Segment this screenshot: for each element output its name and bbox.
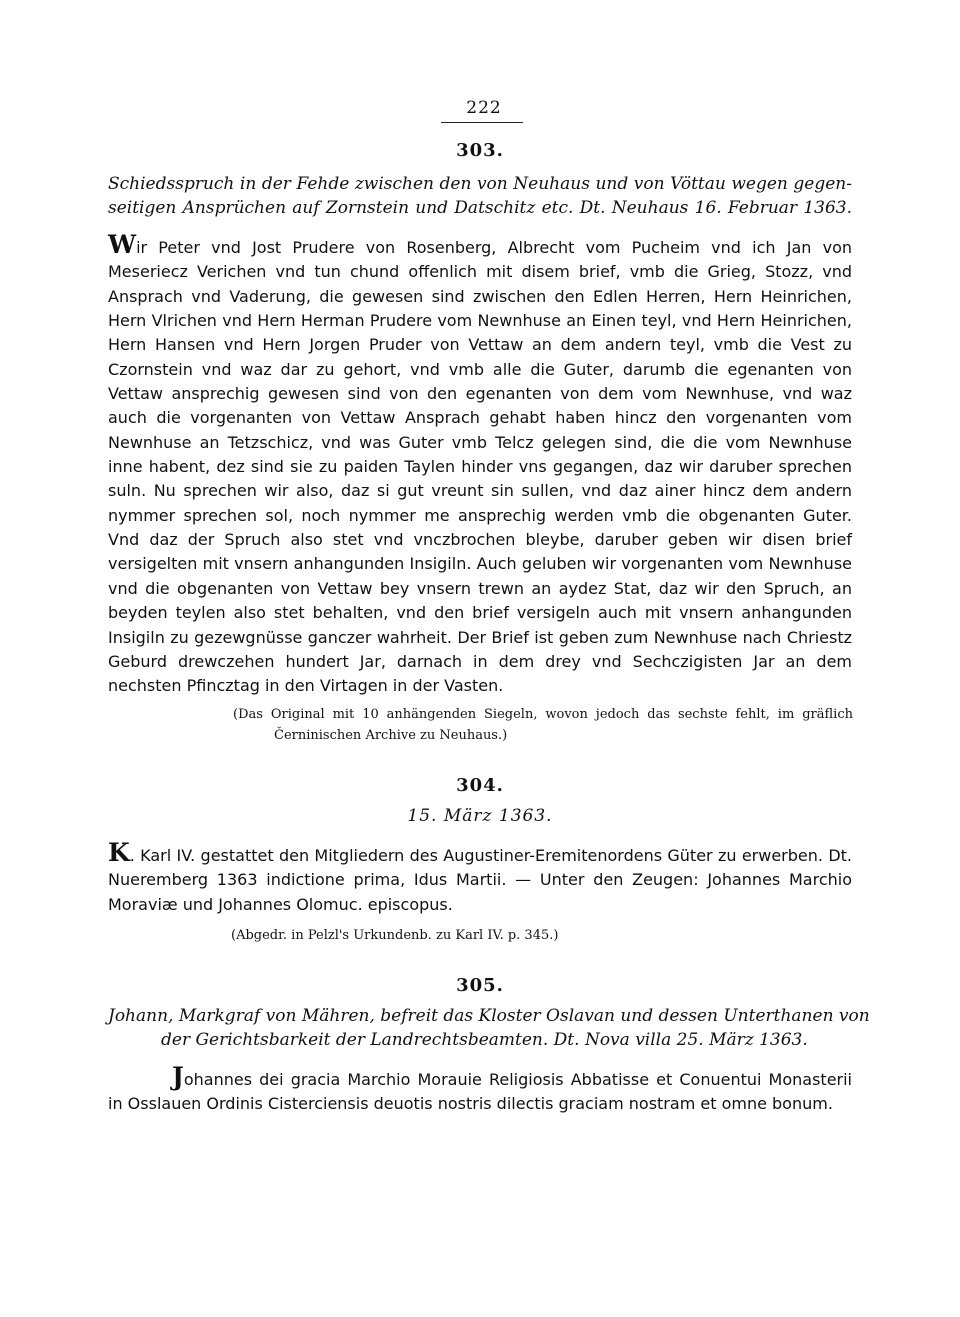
document-304-date: 15. März 1363.	[407, 806, 553, 826]
document-304-text: . Karl IV. gestattet den Mitgliedern des Augustiner-Eremitenordens Güter zu erwerben. Dt. Nueremberg 1363 indictione prima, Idus Martii. — Unter den Zeugen: Johannes Marchio Moraviæ und Johannes Olomuc. episcopus.	[108, 846, 852, 914]
document-305-number: 305.	[456, 975, 504, 996]
document-303-note	[233, 704, 853, 746]
document-304-number: 304.	[456, 775, 504, 796]
document-304-body	[108, 838, 852, 917]
document-303-text: ir Peter vnd Jost Prudere von Rosenberg, Albrecht vom Pucheim vnd ich Jan von Meseriecz Verichen vnd tun chund offenlich mit disem brief, vmb die Grieg, Stozz, vnd Ansprach vnd Vaderung, die gewesen sind zwischen den Edlen Herren, Hern Heinrichen, Hern Vlrichen vnd Hern Herman Prudere vom Newnhuse an Einen teyl, vnd Hern Heinrichen, Hern Hansen vnd Hern Jorgen Pruder von Vettaw an dem andern teyl, vmb die Vest zu Czornstein vnd waz dar zu gehort, vnd vmb alle die Guter, darumb die egenanten von Vettaw ansprechig gewesen sind von den egenanten von dem vom Newnhuse, vnd waz auch die vorgenanten von Vettaw Ansprach gehabt haben hincz den vorgenanten vom Newnhuse an Tetzschicz, vnd was Guter vmb Telcz gelegen sind, die die vom Newnhuse inne habent, dez sind sie zu paiden Taylen hinder vns gegangen, daz wir daruber sprechen suln. Nu sprechen wir also, daz si gut vreunt sin sullen, vnd daz ainer hincz dem andern nymmer sprechen sol, noch nymmer me ansprechig werden vmb die obgenanten Guter. Vnd daz der Spruch also stet vnd vnczbrochen bleybe, daruber geben wir disen brief versigelten mit vnsern anhangunden Insigiln. Auch geluben wir vorgenanten vom Newnhuse vnd die obgenanten von Vettaw bey vnsern trewn an aydez Stat, daz wir den Spruch, an beyden teylen also stet behalten, vnd den brief versigeln auch mit vnsern anhangunden Insigiln zu gezewgnüsse ganczer wahrheit. Der Brief ist geben zum Newnhuse nach Chriestz Geburd drewczehen hundert Jar, darnach in dem drey vnd Sechczigisten Jar an dem nechsten Pfincztag in den Virtagen in der Vasten.	[108, 238, 852, 696]
document-305-body	[108, 1062, 852, 1117]
document-303-number: 303.	[456, 140, 504, 161]
document-305-initial: J	[172, 1062, 184, 1091]
document-303-body	[108, 230, 852, 699]
document-303-note-line-1: (Das Original mit 10 anhängenden Siegeln, wovon jedoch das sechste fehlt, im gräflich	[233, 707, 853, 722]
document-303-heading	[108, 172, 852, 220]
document-303-note-line-2: Černinischen Archive zu Neuhaus.)	[274, 728, 508, 743]
document-303-heading-line-1: Schiedsspruch in der Fehde zwischen den von Neuhaus und von Vöttau wegen gegen-	[108, 174, 852, 194]
document-303-initial: W	[108, 230, 137, 259]
document-304-initial: K	[108, 838, 130, 867]
page-number-rule	[441, 122, 523, 123]
document-305-heading-line-2: der Gerichtsbarkeit der Landrechtsbeamten. Dt. Nova villa 25. März 1363.	[161, 1030, 808, 1050]
document-304-note: (Abgedr. in Pelzl's Urkundenb. zu Karl IV. p. 345.)	[231, 928, 559, 943]
page-number: 222	[466, 98, 502, 118]
document-305-heading	[108, 1004, 870, 1052]
document-303-heading-line-2: seitigen Ansprüchen auf Zornstein und Datschitz etc. Dt. Neuhaus 16. Februar 1363.	[108, 198, 852, 218]
document-305-text: ohannes dei gracia Marchio Morauie Religiosis Abbatisse et Conuentui Monasterii in Osslauen Ordinis Cisterciensis deuotis nostris dilectis graciam nostram et omne bonum.	[108, 1070, 852, 1114]
document-305-heading-line-1: Johann, Markgraf von Mähren, befreit das Kloster Oslavan und dessen Unterthanen von	[108, 1006, 870, 1026]
